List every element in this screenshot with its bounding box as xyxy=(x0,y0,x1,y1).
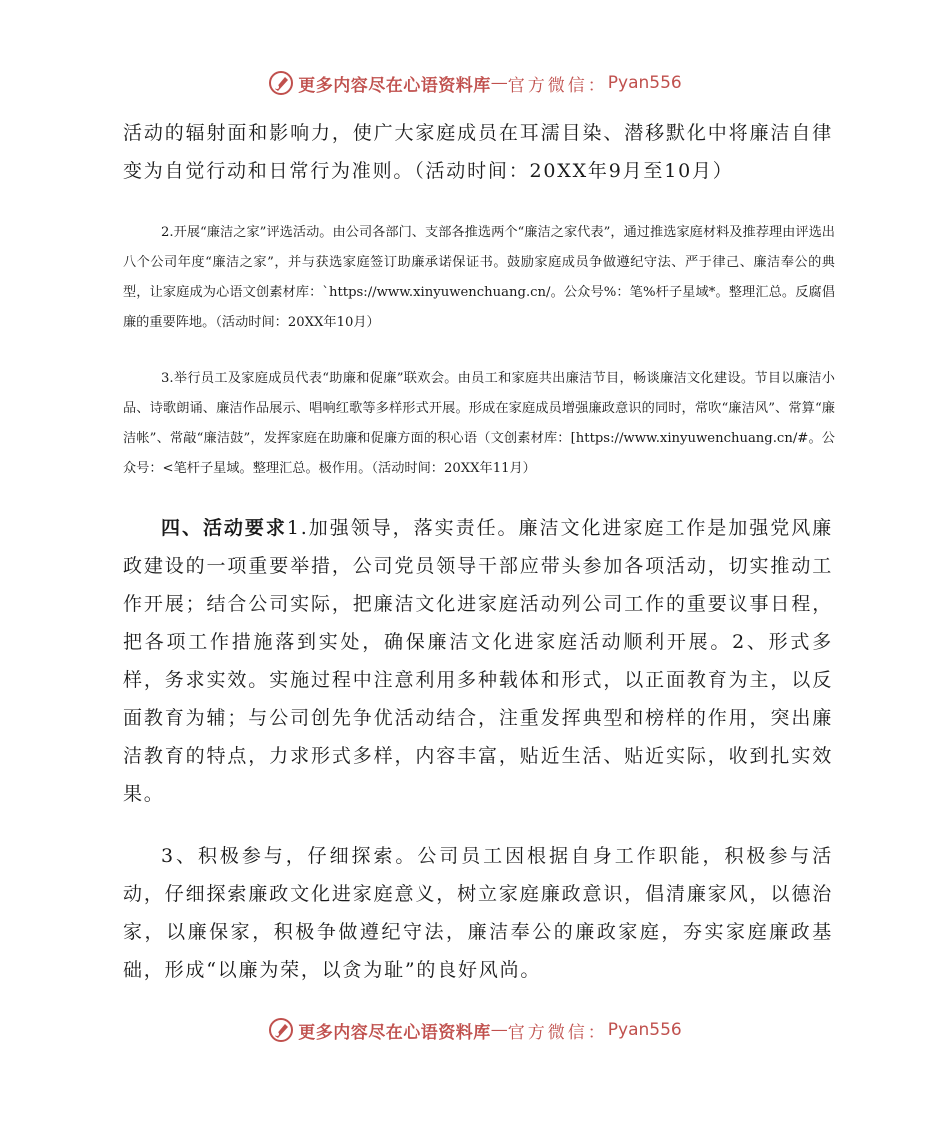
pen-logo-icon xyxy=(268,1017,294,1043)
watermark-brand: 更多内容尽在心语资料库 xyxy=(298,75,491,96)
paragraph-requirement-3: 3、积极参与，仔细探索。公司员工因根据自身工作职能，积极参与活动，仔细探索廉政文化进家庭意义，树立家庭廉政意识，倡清廉家风，以德治家，以廉保家，积极争做遵纪守法，廉洁奉公的廉政家庭，夯实家庭廉政基础，形成“以廉为荣，以贪为耻”的良好风尚。 xyxy=(123,845,833,981)
watermark-header xyxy=(0,70,950,96)
paragraph-item-3: 3.举行员工及家庭成员代表“助廉和促廉”联欢会。由员工和家庭共出廉洁节目，畅谈廉洁文化建设。节目以廉洁小品、诗歌朗诵、廉洁作品展示、唱响红歌等多样形式开展。形成在家庭成员增强廉政意识的同时，常吹“廉洁风”、常算“廉洁帐”、常敲“廉洁鼓”，发挥家庭在助廉和促廉方面的积心语（文创素材库：[https://www.xinyuwenchuang.cn/#。公众号：<笔杆子星域。整理汇总。极作用。（活动时间：20XX年11月） xyxy=(123,371,835,476)
watermark-separator: — xyxy=(490,73,508,93)
section-4-body: 1.加强领导，落实责任。廉洁文化进家庭工作是加强党风廉政建设的一项重要举措，公司党员领导干部应带头参加各项活动，切实推动工作开展；结合公司实际，把廉洁文化进家庭活动列公司工作的重要议事日程，把各项工作措施落到实处，确保廉洁文化进家庭活动顺利开展。2、形式多样，务求实效。实施过程中注意利用多种载体和形式，以正面教育为主，以反面教育为辅；与公司创先争优活动结合，注重发挥典型和榜样的作用，突出廉洁教育的特点，力求形式多样，内容丰富，贴近生活、贴近实际，收到扎实效果。 xyxy=(123,517,833,805)
paragraph-section-4 xyxy=(123,509,833,813)
paragraph-item-2: 2.开展“廉洁之家”评选活动。由公司各部门、支部各推选两个“廉洁之家代表”，通过推选家庭材料及推荐理由评选出八个公司年度“廉洁之家”，并与获选家庭签订助廉承诺保证书。鼓励家庭成员争做遵纪守法、严于律己、廉洁奉公的典型，让家庭成为心语文创素材库：`https://www.xinyuwenchuang.cn/。公众号%：笔%杆子星域*。整理汇总。反腐倡廉的重要阵地。（活动时间：20XX年10月） xyxy=(123,225,835,330)
paragraph-continuation: 活动的辐射面和影响力，使广大家庭成员在耳濡目染、潜移默化中将廉洁自律变为自觉行动和日常行为准则。（活动时间：20XX年9月至10月） xyxy=(123,122,833,182)
watermark-handle: Pyan556 xyxy=(607,73,682,93)
section-4-heading: 四、活动要求 xyxy=(161,517,287,539)
watermark-handle: Pyan556 xyxy=(607,1020,682,1040)
watermark-brand: 更多内容尽在心语资料库 xyxy=(298,1022,491,1043)
pen-logo-icon xyxy=(268,70,294,96)
watermark-footer xyxy=(0,1017,950,1043)
watermark-separator: — xyxy=(490,1020,508,1040)
watermark-official: 官方微信： xyxy=(507,75,608,96)
watermark-official: 官方微信： xyxy=(507,1022,608,1043)
